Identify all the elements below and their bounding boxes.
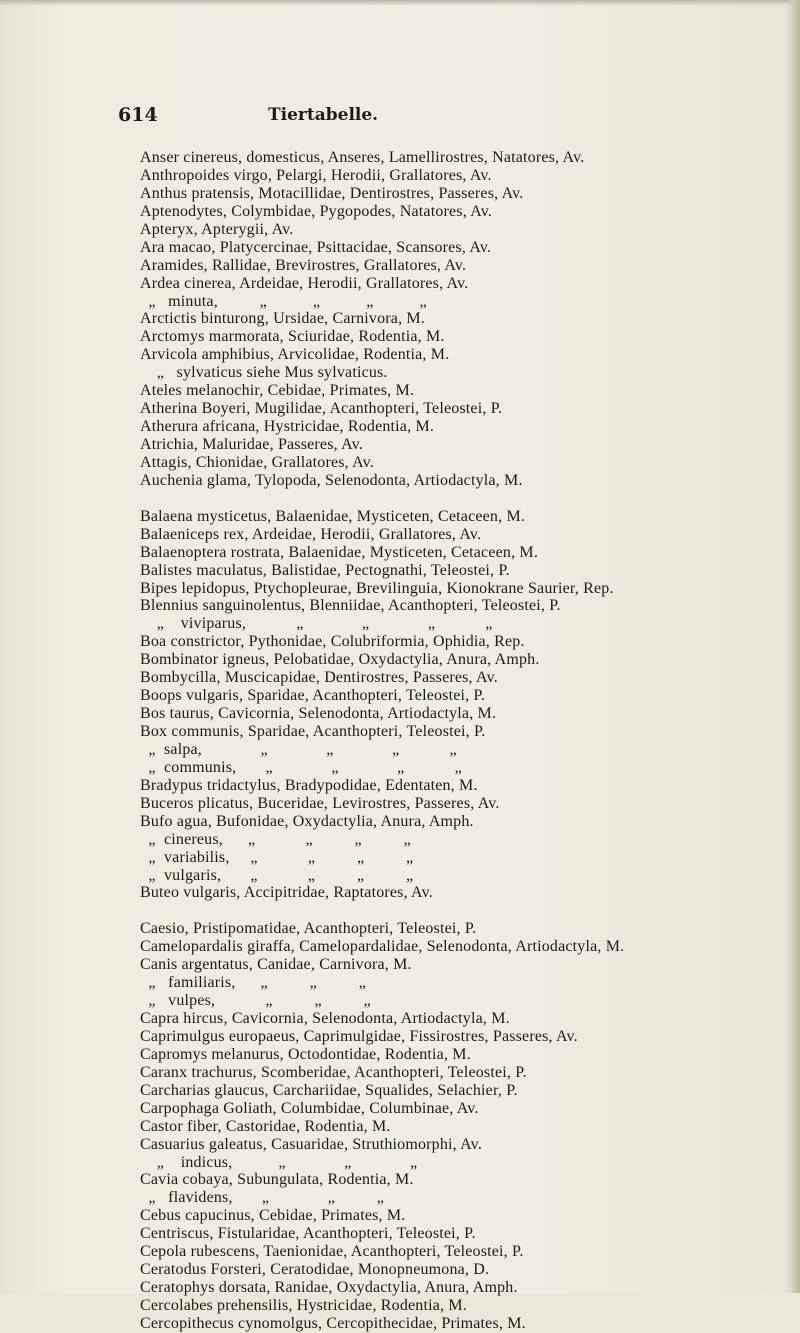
table-entry: Arvicola amphibius, Arvicolidae, Rodentia, M. xyxy=(140,346,450,364)
table-entry: Capra hircus, Cavicornia, Selenodonta, Artiodactyla, M. xyxy=(140,1010,510,1027)
table-entry: Casuarius galeatus, Casuaridae, Struthiomorphi, Av. xyxy=(140,1135,483,1153)
table-entry: „ salpa, „ „ „ „ xyxy=(140,740,457,758)
table-entry: Balaeniceps rex, Ardeidae, Herodii, Grallatores, Av. xyxy=(140,525,482,543)
table-entry: Bombinator igneus, Pelobatidae, Oxydactylia, Anura, Amph. xyxy=(140,651,540,669)
table-entry: Carcharias glaucus, Carchariidae, Squalides, Selachier, P. xyxy=(140,1081,518,1099)
table-entry: Anthus pratensis, Motacillidae, Dentirostres, Passeres, Av. xyxy=(140,184,524,202)
page-number: 614 xyxy=(118,104,158,126)
section-a xyxy=(140,149,800,490)
table-entry: Cebus capucinus, Cebidae, Primates, M. xyxy=(140,1207,406,1225)
table-entry: Anthropoides virgo, Pelargi, Herodii, Grallatores, Av. xyxy=(140,166,492,184)
table-entry: Cavia cobaya, Subungulata, Rodentia, M. xyxy=(140,1171,414,1189)
section-gap xyxy=(140,902,800,920)
table-entry: Buceros plicatus, Buceridae, Levirostres, Passeres, Av. xyxy=(140,794,500,812)
table-entry: Apteryx, Apterygii, Av. xyxy=(140,220,294,238)
table-entry: Auchenia glama, Tylopoda, Selenodonta, Artiodactyla, M. xyxy=(140,471,523,489)
table-entry: Attagis, Chionidae, Grallatores, Av. xyxy=(140,453,374,471)
table-entry: Cercopithecus cynomolgus, Cercopithecidae, Primates, M. xyxy=(140,1314,526,1332)
table-entry: Balaena mysticetus, Balaenidae, Mysticeten, Cetaceen, M. xyxy=(140,507,526,525)
table-entry: Buteo vulgaris, Accipitridae, Raptatores, Av. xyxy=(140,884,433,902)
table-entry: Bradypus tridactylus, Bradypodidae, Edentaten, M. xyxy=(140,776,478,794)
animal-table-entries xyxy=(140,149,800,1333)
table-entry: Arctomys marmorata, Sciuridae, Rodentia, M. xyxy=(140,328,445,346)
table-entry: Camelopardalis giraffa, Camelopardalidae, Selenodonta, Artiodactyla, M. xyxy=(140,938,625,956)
table-entry: Balaenoptera rostrata, Balaenidae, Mysticeten, Cetaceen, M. xyxy=(140,543,539,561)
table-entry: Canis argentatus, Canidae, Carnivora, M. xyxy=(140,956,412,974)
running-head: Tiertabelle. xyxy=(268,105,379,125)
table-entry: Bufo agua, Bufonidae, Oxydactylia, Anura, Amph. xyxy=(140,812,474,830)
table-entry: Caprimulgus europaeus, Caprimulgidae, Fissirostres, Passeres, Av. xyxy=(140,1027,578,1045)
table-entry: Atherina Boyeri, Mugilidae, Acanthopteri, Teleostei, P. xyxy=(140,400,503,418)
table-entry: „ viviparus, „ „ „ „ xyxy=(140,615,493,633)
table-entry: Cepola rubescens, Taenionidae, Acanthopteri, Teleostei, P. xyxy=(140,1243,524,1261)
table-entry: Centriscus, Fistularidae, Acanthopteri, Teleostei, P. xyxy=(140,1225,476,1243)
table-entry: Bipes lepidopus, Ptychopleurae, Brevilinguia, Kionokrane Saurier, Rep. xyxy=(140,579,614,597)
table-entry: Boa constrictor, Pythonidae, Colubriformia, Ophidia, Rep. xyxy=(140,633,525,651)
top-edge-shadow xyxy=(0,0,800,6)
table-entry: Balistes maculatus, Balistidae, Pectognathi, Teleostei, P. xyxy=(140,561,510,579)
table-entry: Box communis, Sparidae, Acanthopteri, Teleostei, P. xyxy=(140,723,486,740)
table-entry: Ateles melanochir, Cebidae, Primates, M. xyxy=(140,382,415,400)
table-entry: „ vulgaris, „ „ „ „ xyxy=(140,866,414,884)
section-b xyxy=(140,508,800,903)
table-entry: Blennius sanguinolentus, Blenniidae, Acanthopteri, Teleostei, P. xyxy=(140,597,561,615)
table-entry: Aramides, Rallidae, Brevirostres, Grallatores, Av. xyxy=(140,256,467,274)
table-entry: „ indicus, „ „ „ xyxy=(140,1153,418,1171)
table-entry: Boops vulgaris, Sparidae, Acanthopteri, Teleostei, P. xyxy=(140,687,485,705)
table-entry: Anser cinereus, domesticus, Anseres, Lamellirostres, Natatores, Av. xyxy=(140,149,585,166)
table-entry: „ minuta, „ „ „ „ xyxy=(140,292,427,310)
table-entry: Capromys melanurus, Octodontidae, Rodentia, M. xyxy=(140,1045,471,1063)
table-entry: Ara macao, Platycercinae, Psittacidae, Scansores, Av. xyxy=(140,238,492,256)
table-entry: Ceratophys dorsata, Ranidae, Oxydactylia, Anura, Amph. xyxy=(140,1279,518,1297)
table-entry: Aptenodytes, Colymbidae, Pygopodes, Natatores, Av. xyxy=(140,202,493,220)
table-entry: „ cinereus, „ „ „ „ xyxy=(140,830,411,848)
table-entry: Caranx trachurus, Scomberidae, Acanthopteri, Teleostei, P. xyxy=(140,1063,527,1081)
section-gap xyxy=(140,490,800,508)
table-entry: „ communis, „ „ „ „ xyxy=(140,758,462,776)
section-c xyxy=(140,920,800,1333)
table-entry: „ flavidens, „ „ „ xyxy=(140,1189,385,1207)
table-entry: Cercolabes prehensilis, Hystricidae, Rodentia, M. xyxy=(140,1297,467,1314)
page-header xyxy=(118,104,718,128)
table-entry: Castor fiber, Castoridae, Rodentia, M. xyxy=(140,1117,391,1135)
table-entry: Arctictis binturong, Ursidae, Carnivora, M. xyxy=(140,310,426,328)
table-entry: „ familiaris, „ „ „ xyxy=(140,974,366,992)
table-entry: Bombycilla, Muscicapidae, Dentirostres, Passeres, Av. xyxy=(140,669,498,687)
table-entry: Atrichia, Maluridae, Passeres, Av. xyxy=(140,436,363,453)
table-entry: Caesio, Pristipomatidae, Acanthopteri, Teleostei, P. xyxy=(140,920,477,938)
table-entry: „ sylvaticus siehe Mus sylvaticus. xyxy=(140,364,388,382)
table-entry: Bos taurus, Cavicornia, Selenodonta, Artiodactyla, M. xyxy=(140,705,497,723)
table-entry: Ardea cinerea, Ardeidae, Herodii, Grallatores, Av. xyxy=(140,274,469,292)
table-entry: „ variabilis, „ „ „ „ xyxy=(140,848,414,866)
table-entry: Atherura africana, Hystricidae, Rodentia, M. xyxy=(140,418,435,436)
table-entry: Carpophaga Goliath, Columbidae, Columbinae, Av. xyxy=(140,1099,479,1117)
table-entry: Ceratodus Forsteri, Ceratodidae, Monopneumona, D. xyxy=(140,1261,490,1279)
table-entry: „ vulpes, „ „ „ xyxy=(140,992,371,1010)
